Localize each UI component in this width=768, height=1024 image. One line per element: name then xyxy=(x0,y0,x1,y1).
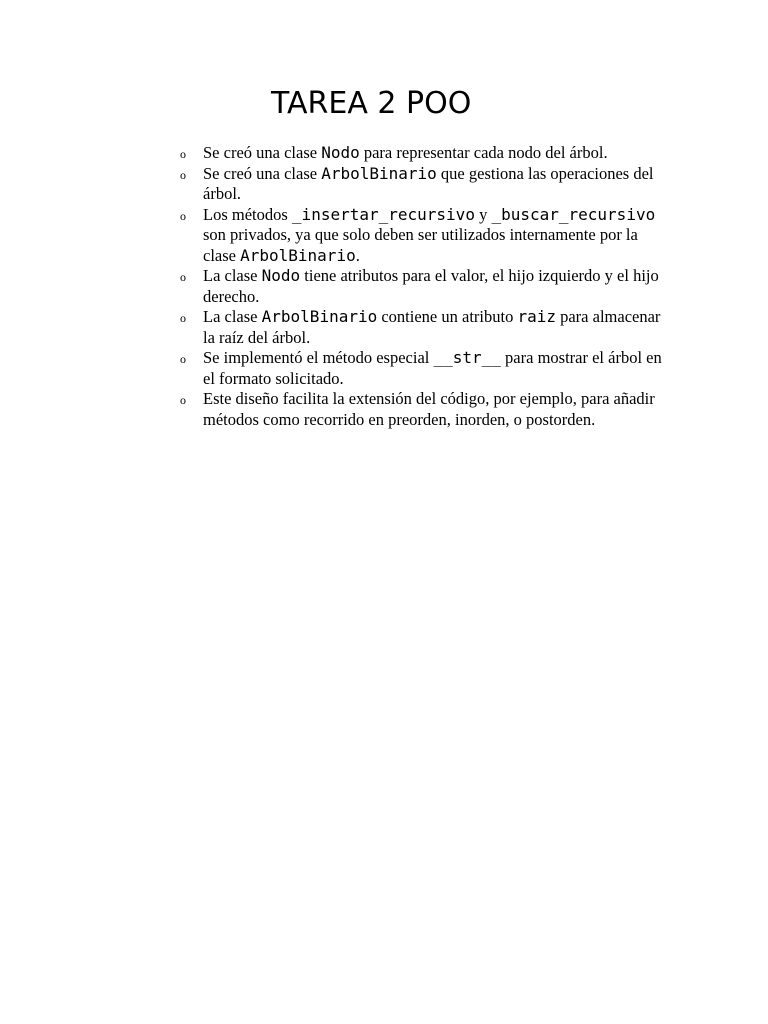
text-segment: Se creó una clase xyxy=(203,163,322,183)
text-segment: La clase xyxy=(203,266,262,285)
text-segment: contiene un atributo xyxy=(377,307,518,326)
list-item-3 xyxy=(176,205,666,267)
list-item-1 xyxy=(176,143,666,164)
text-segment: La clase xyxy=(203,307,262,326)
text-segment: para mostrar el árbol en el formato solicitado. xyxy=(203,348,662,388)
code-term: __str__ xyxy=(433,348,501,367)
text-segment: Se creó una clase xyxy=(203,143,322,162)
code-term: _insertar_recursivo xyxy=(291,204,475,224)
text-segment: para representar cada nodo del árbol. xyxy=(359,143,608,162)
text-segment: tiene atributos para el valor, el hijo izquierdo y el hijo derecho. xyxy=(203,266,659,306)
text-segment: Este diseño facilita la extensión del código, por ejemplo, para añadir métodos como recorrido en preorden, inorden, o postorden. xyxy=(203,389,655,429)
text-segment: y xyxy=(474,204,492,224)
text-segment: Los métodos xyxy=(203,204,292,224)
list-item-4 xyxy=(176,266,666,307)
text-segment: . xyxy=(355,245,360,265)
bullet-marker-icon: o xyxy=(180,208,186,223)
code-term: Nodo xyxy=(321,143,360,162)
code-term: ArbolBinario xyxy=(321,163,437,183)
bullet-marker-icon: o xyxy=(180,147,186,161)
list-item-7 xyxy=(176,389,666,430)
text-segment: para almacenar la raíz del árbol. xyxy=(203,307,661,347)
document-title: TAREA 2 POO xyxy=(271,86,472,121)
bullet-marker-icon: o xyxy=(180,167,186,182)
bullet-marker-icon: o xyxy=(180,352,186,366)
bullet-marker-icon: o xyxy=(180,311,186,325)
bullet-marker-icon: o xyxy=(180,393,186,407)
bullet-marker-icon: o xyxy=(180,270,186,284)
text-segment: Se implementó el método especial xyxy=(203,348,434,367)
list-item-5 xyxy=(176,307,666,348)
code-term: Nodo xyxy=(261,266,301,285)
bullet-list xyxy=(176,143,666,430)
code-term: _buscar_recursivo xyxy=(491,204,656,224)
code-term: ArbolBinario xyxy=(240,245,356,265)
code-term: raiz xyxy=(517,307,556,326)
list-item-2 xyxy=(176,164,666,205)
text-segment: son privados, ya que solo deben ser utilizados internamente por la clase xyxy=(203,225,638,265)
text-segment: que gestiona las operaciones del árbol. xyxy=(203,163,654,203)
list-item-6 xyxy=(176,348,666,389)
code-term: ArbolBinario xyxy=(261,307,378,326)
